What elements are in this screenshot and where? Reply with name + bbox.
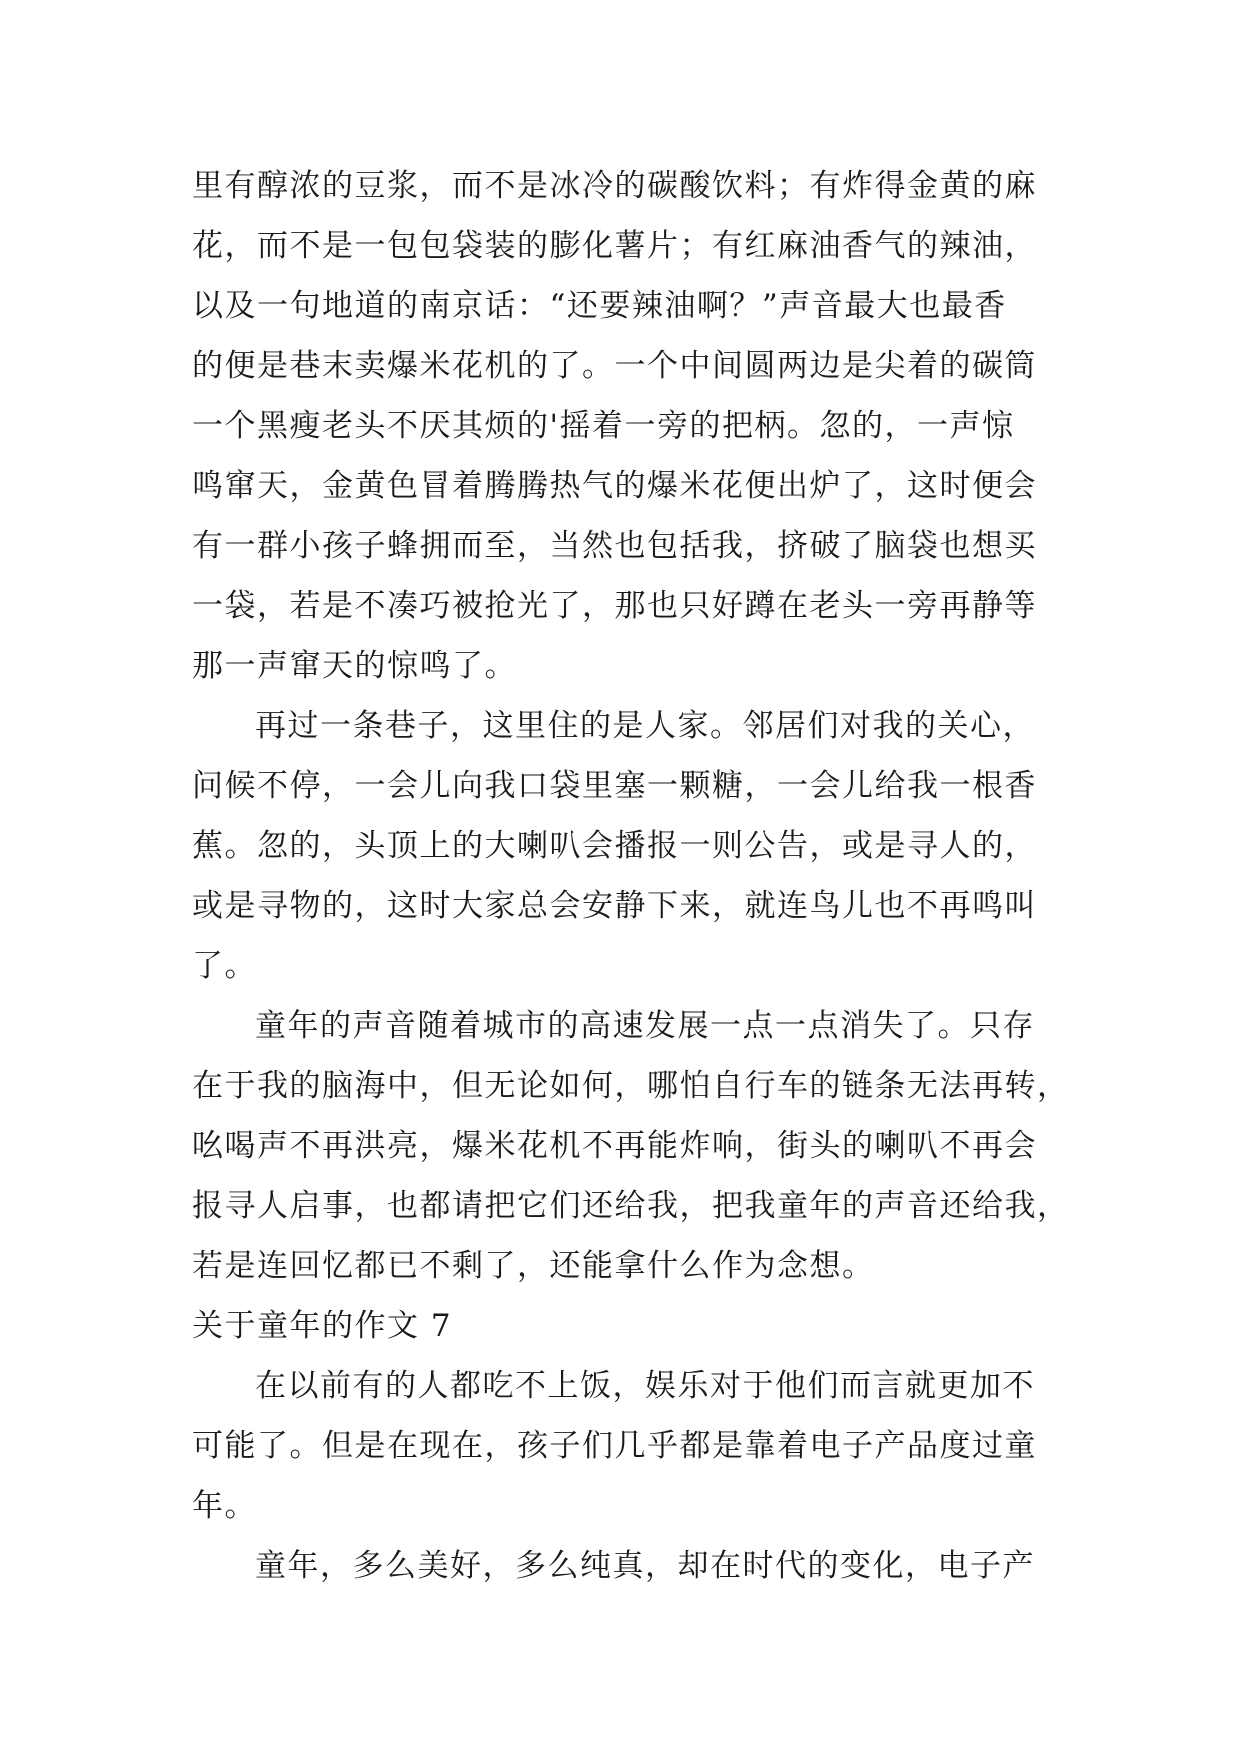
text-line: 的便是巷末卖爆米花机的了。一个中间圆两边是尖着的碳筒 <box>192 348 1037 384</box>
text-line: 那一声窜天的惊鸣了。 <box>192 648 517 684</box>
text-line: 年。 <box>192 1488 257 1524</box>
text-line: 花，而不是一包包袋装的膨化薯片；有红麻油香气的辣油， <box>192 228 1037 264</box>
text-line: 以及一句地道的南京话：“还要辣油啊？”声音最大也最香 <box>192 288 1007 324</box>
text-line: 童年，多么美好，多么纯真，却在时代的变化，电子产 <box>255 1548 1035 1584</box>
text-line: 报寻人启事，也都请把它们还给我，把我童年的声音还给我， <box>192 1188 1070 1224</box>
text-line: 一袋，若是不凑巧被抢光了，那也只好蹲在老头一旁再静等 <box>192 588 1037 624</box>
text-line: 可能了。但是在现在，孩子们几乎都是靠着电子产品度过童 <box>192 1428 1037 1464</box>
text-line: 再过一条巷子，这里住的是人家。邻居们对我的关心， <box>255 708 1035 744</box>
text-line: 或是寻物的，这时大家总会安静下来，就连鸟儿也不再鸣叫 <box>192 888 1037 924</box>
text-line: 童年的声音随着城市的高速发展一点一点消失了。只存 <box>255 1008 1035 1044</box>
text-line: 里有醇浓的豆浆，而不是冰冷的碳酸饮料；有炸得金黄的麻 <box>192 168 1037 204</box>
text-line: 鸣窜天，金黄色冒着腾腾热气的爆米花便出炉了，这时便会 <box>192 468 1037 504</box>
text-line: 在以前有的人都吃不上饭，娱乐对于他们而言就更加不 <box>255 1368 1035 1404</box>
text-line: 在于我的脑海中，但无论如何，哪怕自行车的链条无法再转， <box>192 1068 1070 1104</box>
text-line: 了。 <box>192 948 257 984</box>
section-heading: 关于童年的作文 7 <box>192 1308 453 1344</box>
text-line: 有一群小孩子蜂拥而至，当然也包括我，挤破了脑袋也想买 <box>192 528 1037 564</box>
text-line: 一个黑瘦老头不厌其烦的'摇着一旁的把柄。忽的，一声惊 <box>192 408 1015 444</box>
text-line: 若是连回忆都已不剩了，还能拿什么作为念想。 <box>192 1248 875 1284</box>
text-line: 问候不停，一会儿向我口袋里塞一颗糖，一会儿给我一根香 <box>192 768 1037 804</box>
text-line: 吆喝声不再洪亮，爆米花机不再能炸响，街头的喇叭不再会 <box>192 1128 1037 1164</box>
text-line: 蕉。忽的，头顶上的大喇叭会播报一则公告，或是寻人的， <box>192 828 1037 864</box>
